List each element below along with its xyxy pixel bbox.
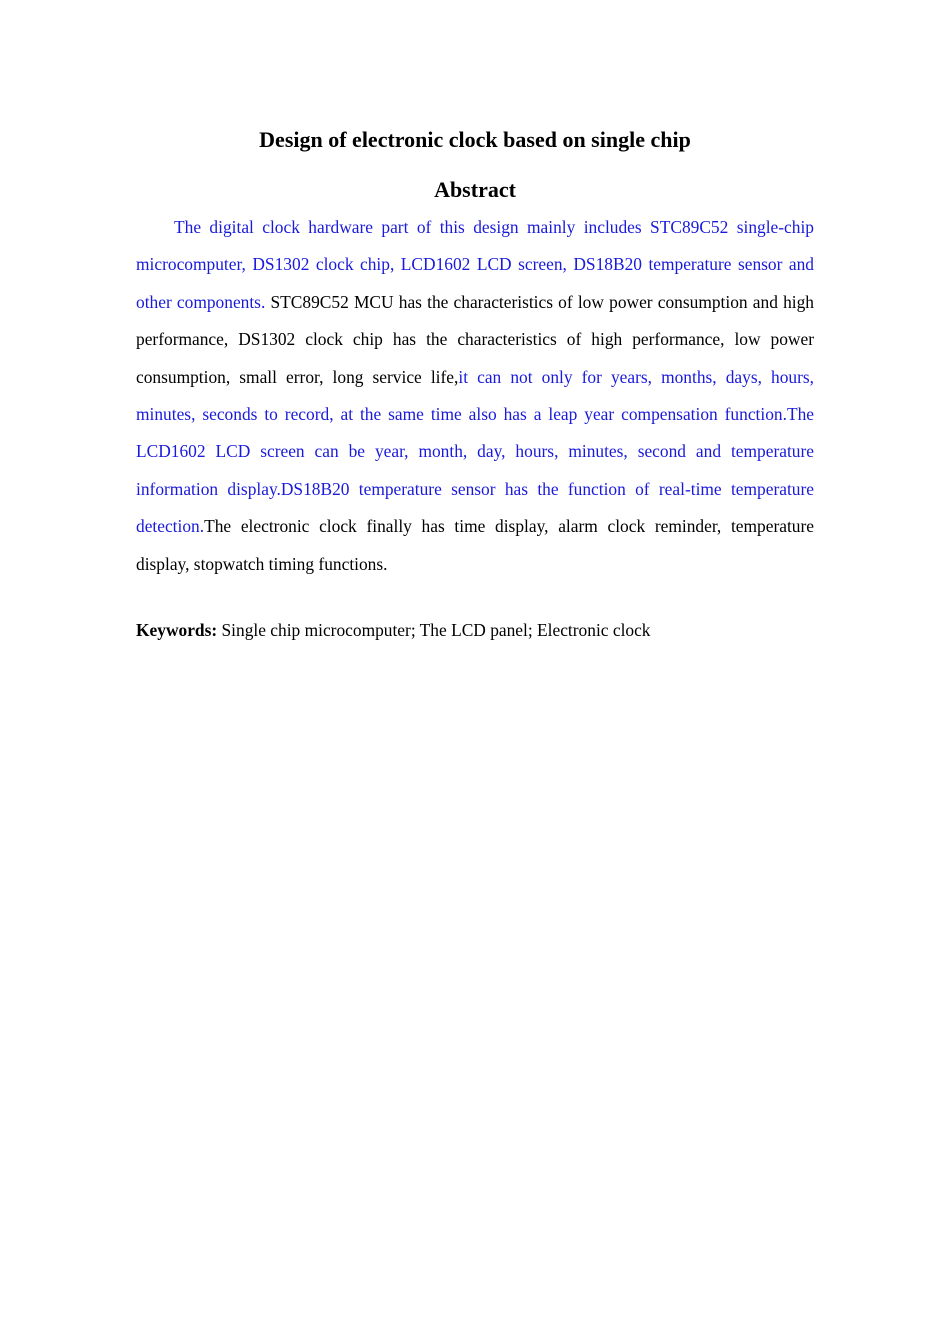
keywords-text: Single chip microcomputer; The LCD panel; Electronic clock [217,620,651,640]
abstract-segment-highlighted: The digital clock hardware part of this design mainly includes STC89C52 single-chip microcomputer, DS1302 clock chip, LCD1602 LCD screen, DS18B20 temperature sensor and other components. [136,217,814,312]
abstract-body [136,209,814,583]
keywords-label: Keywords: [136,620,218,640]
document-title: Design of electronic clock based on single chip [259,127,691,152]
abstract-segment-highlighted: it can not only for years, months, days, hours, minutes, seconds to record, at the same time also has a leap year compensation function.The LCD1602 LCD screen can be year, month, day, hours, minutes, second and temperature information display.DS18B20 temperature sensor has the function of real-time temperature detection. [136,366,815,537]
abstract-segment: The electronic clock finally has time display, alarm clock reminder, temperature display, stopwatch timing functions. [136,516,814,574]
keywords-line [136,617,814,643]
abstract-heading: Abstract [434,177,516,202]
abstract-segment: STC89C52 MCU has the characteristics of low power consumption and high performance, DS1302 clock chip has the characteristics of high performance, low power consumption, small error, long service life, [136,291,815,387]
